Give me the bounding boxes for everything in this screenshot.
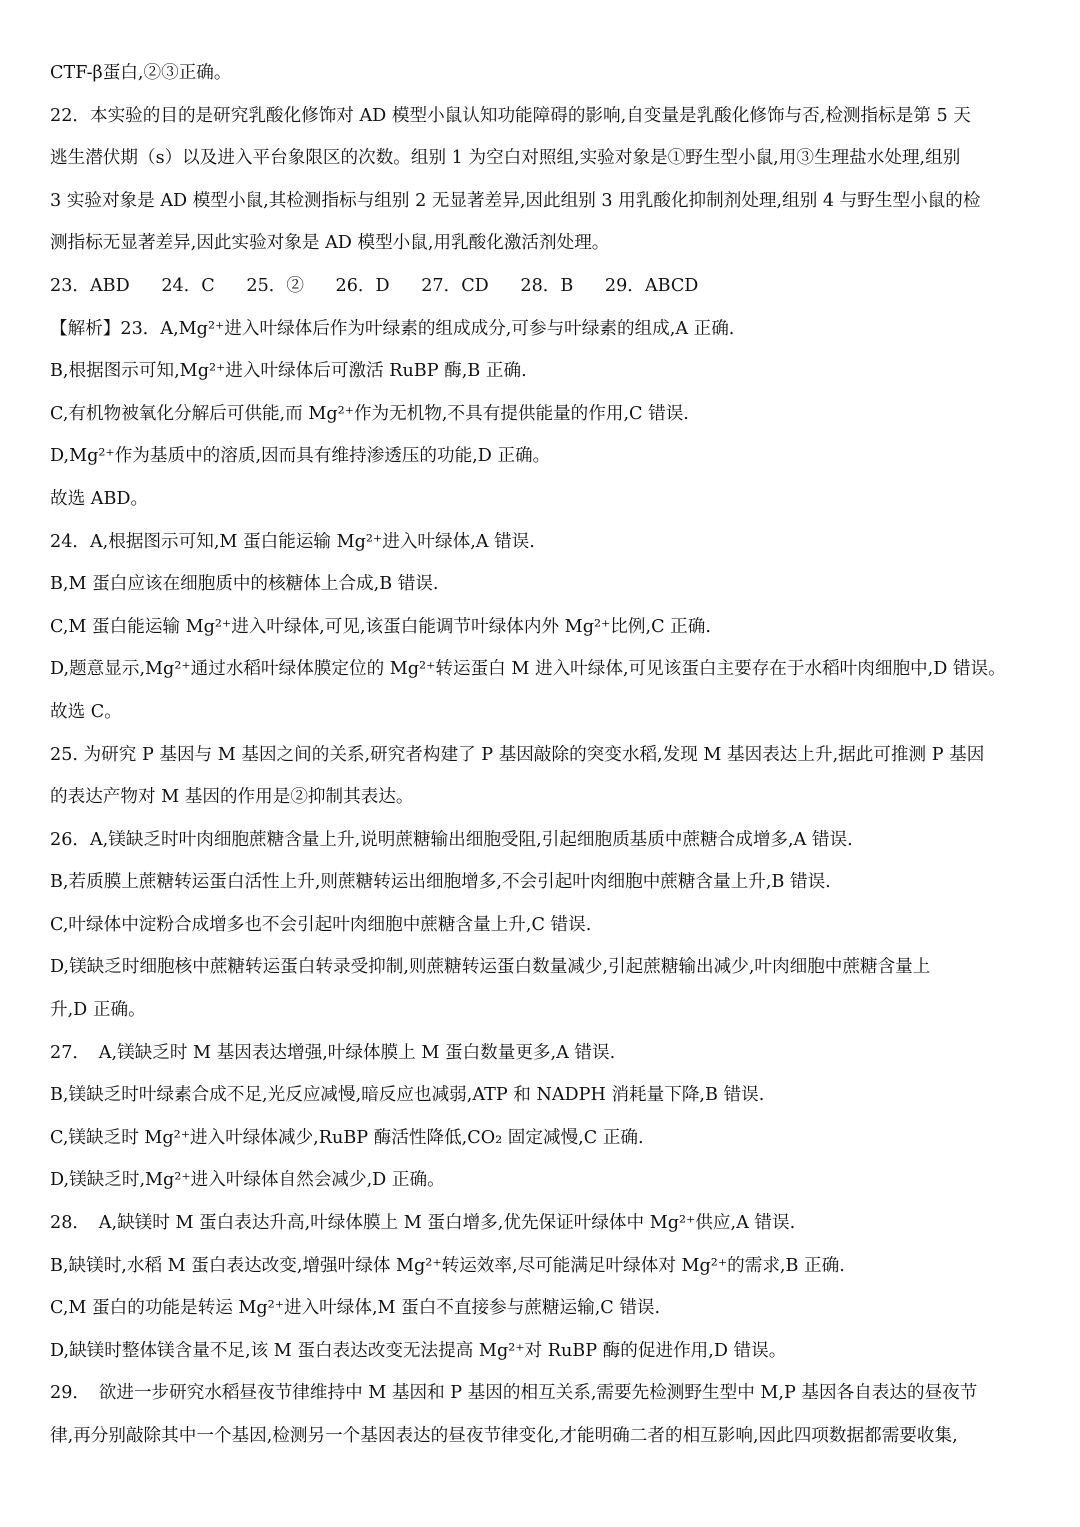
- text-line: CTF-β蛋白,②③正确。: [50, 63, 232, 83]
- analysis-label: 【解析】: [50, 318, 121, 339]
- text-line: 26．A,镁缺乏时叶肉细胞蔗糖含量上升,说明蔗糖输出细胞受阻,引起细胞质基质中蔗糖合成增多,A 错误.: [50, 829, 853, 850]
- answer-item: 28．B: [520, 275, 574, 296]
- text-line: B,根据图示可知,Mg²⁺进入叶绿体后可激活 RuBP 酶,B 正确.: [50, 361, 527, 382]
- answer-item: 26．D: [335, 275, 390, 296]
- text-line: C,M 蛋白的功能是转运 Mg²⁺进入叶绿体,M 蛋白不直接参与蔗糖运输,C 错误.: [50, 1298, 661, 1319]
- text-line: 25. 为研究 P 基因与 M 基因之间的关系,研究者构建了 P 基因敲除的突变水稻,发现 M 基因表达上升,据此可推测 P 基因: [50, 744, 985, 765]
- text-line: 故选 C。: [50, 701, 122, 722]
- answer-item: 27．CD: [421, 275, 489, 296]
- text-line: B,M 蛋白应该在细胞质中的核糖体上合成,B 错误.: [50, 574, 439, 595]
- text-line: 逃生潜伏期（s）以及进入平台象限区的次数。组别 1 为空白对照组,实验对象是①野生型小鼠,用③生理盐水处理,组别: [50, 148, 961, 169]
- text-line: B,镁缺乏时叶绿素合成不足,光反应减慢,暗反应也减弱,ATP 和 NADPH 消耗量下降,B 错误.: [50, 1085, 765, 1106]
- text-line: 的表达产物对 M 基因的作用是②抑制其表达。: [50, 787, 414, 808]
- analysis-text: 23．A,Mg²⁺进入叶绿体后作为叶绿素的组成成分,可参与叶绿素的组成,A 正确.: [120, 318, 735, 339]
- answer-item: 24．C: [161, 275, 215, 296]
- text-line: D,镁缺乏时,Mg²⁺进入叶绿体自然会减少,D 正确。: [50, 1170, 445, 1191]
- text-line: B,若质膜上蔗糖转运蛋白活性上升,则蔗糖转运出细胞增多,不会引起叶肉细胞中蔗糖含量上升,B 错误.: [50, 872, 831, 893]
- text-line: 22．本实验的目的是研究乳酸化修饰对 AD 模型小鼠认知功能障碍的影响,自变量是乳酸化修饰与否,检测指标是第 5 天: [50, 105, 971, 126]
- analysis-heading-line: [50, 308, 1050, 351]
- answer-item: 29．ABCD: [604, 275, 699, 296]
- text-line: 24．A,根据图示可知,M 蛋白能运输 Mg²⁺进入叶绿体,A 错误.: [50, 531, 535, 552]
- text-line: D,题意显示,Mg²⁺通过水稻叶绿体膜定位的 Mg²⁺转运蛋白 M 进入叶绿体,可见该蛋白主要存在于水稻叶肉细胞中,D 错误。: [50, 659, 1006, 680]
- text-line: 升,D 正确。: [50, 1000, 146, 1021]
- text-line: 测指标无显著差异,因此实验对象是 AD 模型小鼠,用乳酸化激活剂处理。: [50, 233, 610, 254]
- text-line: 28． A,缺镁时 M 蛋白表达升高,叶绿体膜上 M 蛋白增多,优先保证叶绿体中 Mg²⁺供应,A 错误.: [50, 1213, 796, 1234]
- text-line: C,镁缺乏时 Mg²⁺进入叶绿体减少,RuBP 酶活性降低,CO₂ 固定减慢,C 正确.: [50, 1127, 644, 1148]
- text-line: 故选 ABD。: [50, 488, 149, 509]
- text-line: C,叶绿体中淀粉合成增多也不会引起叶肉细胞中蔗糖含量上升,C 错误.: [50, 914, 592, 935]
- text-line: 律,再分别敲除其中一个基因,检测另一个基因表达的昼夜节律变化,才能明确二者的相互影响,因此四项数据都需要收集,: [50, 1426, 958, 1446]
- document-page: [50, 52, 1050, 1458]
- text-line: C,M 蛋白能运输 Mg²⁺进入叶绿体,可见,该蛋白能调节叶绿体内外 Mg²⁺比例,C 正确.: [50, 616, 711, 637]
- text-line: 27． A,镁缺乏时 M 基因表达增强,叶绿体膜上 M 蛋白数量更多,A 错误.: [50, 1042, 616, 1063]
- text-line: B,缺镁时,水稻 M 蛋白表达改变,增强叶绿体 Mg²⁺转运效率,尽可能满足叶绿体对 Mg²⁺的需求,B 正确.: [50, 1255, 845, 1276]
- text-line: C,有机物被氧化分解后可供能,而 Mg²⁺作为无机物,不具有提供能量的作用,C 错误.: [50, 403, 689, 424]
- text-line: D,缺镁时整体镁含量不足,该 M 蛋白表达改变无法提高 Mg²⁺对 RuBP 酶的促进作用,D 错误。: [50, 1340, 787, 1361]
- text-line: 29． 欲进一步研究水稻昼夜节律维持中 M 基因和 P 基因的相互关系,需要先检测野生型中 M,P 基因各自表达的昼夜节: [50, 1383, 978, 1404]
- answer-item: 23．ABD: [50, 275, 130, 296]
- answer-item: 25．②: [246, 275, 304, 296]
- answer-key-row: [50, 265, 1050, 308]
- text-line: 3 实验对象是 AD 模型小鼠,其检测指标与组别 2 无显著差异,因此组别 3 用乳酸化抑制剂处理,组别 4 与野生型小鼠的检: [50, 190, 981, 211]
- text-line: D,镁缺乏时细胞核中蔗糖转运蛋白转录受抑制,则蔗糖转运蛋白数量减少,引起蔗糖输出减少,叶肉细胞中蔗糖含量上: [50, 957, 931, 978]
- text-line: D,Mg²⁺作为基质中的溶质,因而具有维持渗透压的功能,D 正确。: [50, 446, 551, 467]
